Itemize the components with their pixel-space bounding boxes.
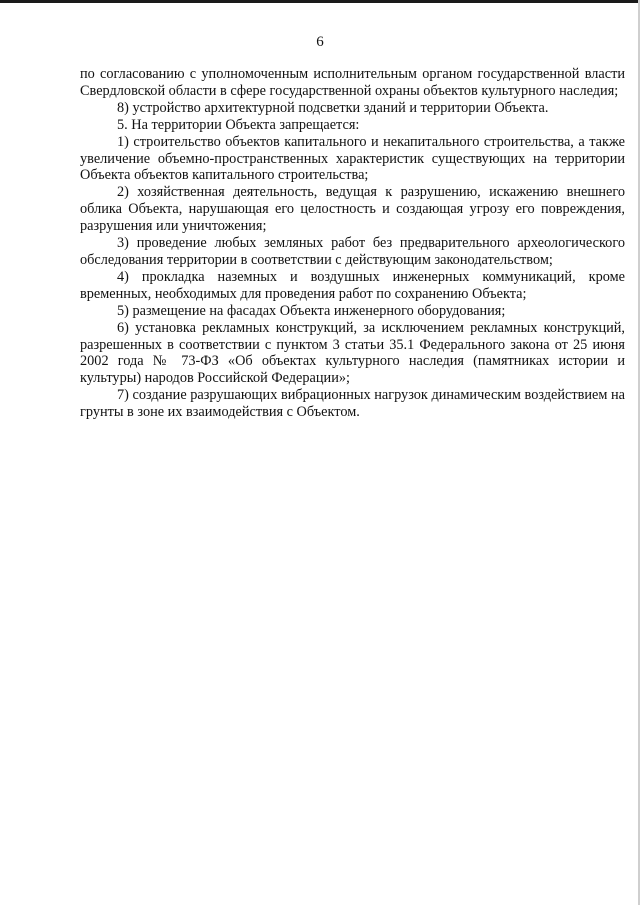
document-body bbox=[80, 66, 625, 421]
scan-top-edge bbox=[0, 0, 640, 3]
paragraph-prohibition-1: 1) строительство объектов капитального и некапитального строительства, а также увеличение объемно-пространственных характеристик существующих на территории Объекта объектов капитального строительства; bbox=[80, 133, 625, 184]
paragraph-prohibition-2: 2) хозяйственная деятельность, ведущая к разрушению, искажению внешнего облика Объекта, нарушающая его целостность и создающая угрозу его повреждения, разрушения или уничтожения; bbox=[80, 184, 625, 235]
paragraph-section-5-heading: 5. На территории Объекта запрещается: bbox=[117, 116, 360, 133]
paragraph-prohibition-5: 5) размещение на фасадах Объекта инженерного оборудования; bbox=[117, 302, 506, 319]
paragraph-prohibition-4: 4) прокладка наземных и воздушных инженерных коммуникаций, кроме временных, необходимых для проведения работ по сохранению Объекта; bbox=[80, 268, 625, 302]
paragraph-prohibition-6: 6) установка рекламных конструкций, за исключением рекламных конструкций, разрешенных в соответствии с пунктом 3 статьи 35.1 Федерального закона от 25 июня 2002 года № 73-ФЗ «Об объектах культурного наследия (памятниках истории и культуры) народов Российской Федерации»; bbox=[80, 319, 625, 387]
paragraph-prohibition-7: 7) создание разрушающих вибрационных нагрузок динамическим воздействием на грунты в зоне их взаимодействия с Объектом. bbox=[80, 387, 625, 421]
paragraph-prohibition-3: 3) проведение любых земляных работ без предварительного археологического обследования территории в соответствии с действующим законодательством; bbox=[80, 235, 625, 268]
paragraph-continuation: по согласованию с уполномоченным исполнительным органом государственной власти Свердловской области в сфере государственной охраны объектов культурного наследия; bbox=[80, 66, 625, 99]
paragraph-item-8-lighting: 8) устройство архитектурной подсветки зданий и территории Объекта. bbox=[117, 99, 549, 116]
page-number: 6 bbox=[316, 34, 324, 50]
